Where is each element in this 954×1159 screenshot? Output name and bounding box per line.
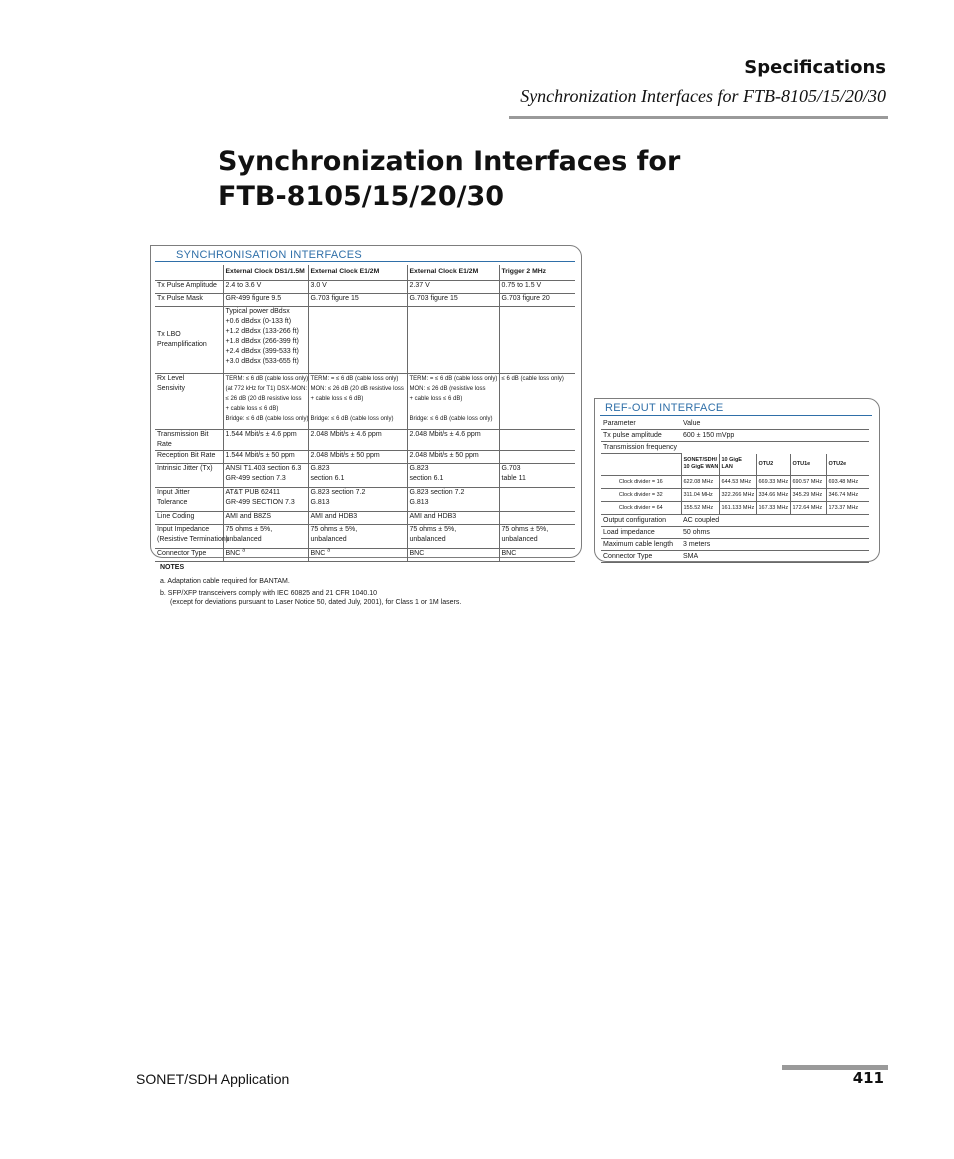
ref-out-title-underline — [600, 415, 872, 416]
row-label: Tx Pulse Mask — [155, 293, 223, 306]
table-cell — [499, 306, 575, 373]
table-cell — [499, 450, 575, 463]
col-header: OTU1e — [790, 454, 826, 476]
table-row — [155, 306, 575, 373]
cell-line: G.823 — [310, 464, 330, 472]
cell-line: TERM: = ≤ 6 dB (cable loss only) — [409, 375, 498, 382]
table-row — [155, 293, 575, 306]
table-cell: 334.66 MHz — [756, 489, 790, 502]
footnote-marker: a — [327, 547, 331, 554]
col-header: Trigger 2 MHz — [499, 265, 575, 280]
cell-line: 75 ohms ± 5%, — [409, 525, 457, 533]
col-header: OTU2e — [826, 454, 869, 476]
table-cell: 167.33 MHz — [756, 502, 790, 515]
col-header: OTU2 — [756, 454, 790, 476]
cell-line: +1.8 dBdsx (266-399 ft) — [225, 337, 299, 345]
row-label: Connector Type — [155, 548, 223, 561]
cell-line: unbalanced — [225, 535, 262, 543]
col-header — [155, 265, 223, 280]
table-cell: 161.133 MHz — [719, 502, 756, 515]
cell-text: BNC — [310, 549, 326, 557]
row-label-line: Tolerance — [157, 498, 188, 506]
table-cell — [407, 463, 499, 487]
cell-line: + cable loss ≤ 6 dB) — [409, 395, 463, 402]
page-title-line: FTB-8105/15/20/30 — [218, 181, 505, 212]
table-cell — [308, 373, 407, 429]
cell-line: GR-499 section 7.3 — [225, 474, 286, 482]
table-cell: AMI and HDB3 — [308, 511, 407, 524]
footnote-marker: a — [242, 547, 246, 554]
col-header-line: SONET/SDH/ — [683, 457, 718, 464]
col-header-line: 10 GigE WAN — [683, 464, 719, 471]
row-label: Reception Bit Rate — [155, 450, 223, 463]
table-cell — [223, 487, 308, 511]
cell-line: +0.6 dBdsx (0-133 ft) — [225, 317, 292, 325]
row-label — [155, 524, 229, 548]
sync-title-underline — [155, 261, 575, 262]
row-label: Maximum cable length — [601, 539, 681, 551]
cell-line: GR-499 SECTION 7.3 — [225, 498, 295, 506]
section-title: Specifications — [744, 57, 886, 78]
table-cell: G.703 figure 15 — [308, 293, 407, 306]
table-row — [601, 515, 869, 527]
row-label: Clock divider = 64 — [601, 502, 681, 515]
cell-line: G.823 section 7.2 — [409, 488, 465, 496]
ref-out-title: REF-OUT INTERFACE — [605, 402, 724, 414]
col-header — [681, 454, 719, 476]
cell-line — [311, 404, 405, 414]
table-cell — [499, 511, 575, 524]
row-label: Transmission Bit Rate — [155, 429, 223, 450]
table-cell: 690.57 MHz — [790, 476, 826, 489]
cell-text: BNC — [225, 549, 241, 557]
table-cell: G.703 figure 20 — [499, 293, 575, 306]
note-b-continuation: (except for deviations pursuant to Laser Notice 50, dated July, 2001), for Class 1 or 1M lasers. — [170, 599, 462, 606]
table-cell — [223, 548, 308, 561]
row-label-line: Rx Level — [157, 374, 185, 382]
table-cell: 172.64 MHz — [790, 502, 826, 515]
table-cell: AC coupled — [681, 515, 869, 527]
table-cell: 311.04 MHz — [681, 489, 719, 502]
table-row — [155, 524, 575, 548]
cell-line: 75 ohms ± 5%, — [501, 525, 549, 533]
cell-line: Bridge: ≤ 6 dB (cable loss only) — [409, 415, 493, 422]
table-row — [601, 502, 869, 515]
col-header: External Clock E1/2M — [308, 265, 407, 280]
table-cell — [308, 524, 407, 548]
table-row — [155, 511, 575, 524]
table-cell: 2.37 V — [407, 280, 499, 293]
table-cell: 50 ohms — [681, 527, 869, 539]
table-cell — [499, 463, 575, 487]
cell-line: G.703 — [501, 464, 521, 472]
table-row — [601, 454, 869, 476]
table-cell: 644.53 MHz — [719, 476, 756, 489]
row-label: Connector Type — [601, 551, 681, 563]
row-label: Tx pulse amplitude — [601, 430, 681, 442]
table-cell — [601, 454, 681, 476]
table-cell: 2.4 to 3.6 V — [223, 280, 308, 293]
table-cell — [499, 487, 575, 511]
notes-title: NOTES — [160, 564, 185, 571]
table-cell: 322.266 MHz — [719, 489, 756, 502]
notes-block — [160, 563, 461, 607]
table-row — [601, 551, 869, 563]
cell-line: TERM: ≤ 6 dB (cable loss only) — [225, 375, 309, 382]
table-cell — [308, 548, 407, 561]
cell-line: section 6.1 — [409, 474, 444, 482]
row-label-line: Tx LBO — [157, 330, 181, 338]
cell-line: +3.0 dBdsx (533-655 ft) — [225, 357, 299, 365]
sync-interfaces-title: SYNCHRONISATION INTERFACES — [176, 249, 363, 261]
cell-line: G.823 — [409, 464, 429, 472]
table-cell — [499, 524, 575, 548]
table-row — [155, 487, 575, 511]
cell-line — [410, 404, 497, 414]
cell-line: MON: ≤ 26 dB (resistive loss — [409, 385, 486, 392]
cell-line: TERM: = ≤ 6 dB (cable loss only) — [310, 375, 399, 382]
table-row — [601, 539, 869, 551]
table-row — [155, 463, 575, 487]
header-rule — [509, 116, 888, 119]
ref-out-table — [601, 418, 869, 563]
table-cell: 2.048 Mbit/s ± 4.6 ppm — [308, 429, 407, 450]
row-label — [155, 373, 223, 429]
table-cell — [407, 306, 499, 373]
table-cell: 669.33 MHz — [756, 476, 790, 489]
cell-line: G.813 — [409, 498, 429, 506]
table-cell: 2.048 Mbit/s ± 50 ppm — [407, 450, 499, 463]
table-cell: 1.544 Mbit/s ± 50 ppm — [223, 450, 308, 463]
col-header: External Clock DS1/1.5M — [223, 265, 308, 280]
cell-line: unbalanced — [409, 535, 446, 543]
table-cell: 345.29 MHz — [790, 489, 826, 502]
table-cell: BNC — [499, 548, 575, 561]
cell-line: unbalanced — [310, 535, 347, 543]
table-cell: G.703 figure 15 — [407, 293, 499, 306]
table-cell: 600 ± 150 mVpp — [681, 430, 869, 442]
table-row — [601, 418, 869, 430]
cell-line: ANSI T1.403 section 6.3 — [225, 464, 302, 472]
row-label-line: Preamplification — [157, 340, 207, 348]
table-cell: ≤ 6 dB (cable loss only) — [499, 373, 575, 429]
table-cell: GR-499 figure 9.5 — [223, 293, 308, 306]
cell-line: unbalanced — [501, 535, 538, 543]
cell-line: + cable loss ≤ 6 dB) — [310, 395, 364, 402]
row-label — [155, 306, 223, 373]
cell-line: Bridge: ≤ 6 dB (cable loss only) — [310, 415, 394, 422]
cell-line: section 6.1 — [310, 474, 345, 482]
table-cell — [407, 487, 499, 511]
cell-line: MON: ≤ 26 dB (20 dB resistive loss — [310, 385, 404, 392]
row-label: Intrinsic Jitter (Tx) — [155, 463, 223, 487]
section-subtitle: Synchronization Interfaces for FTB-8105/15/20/30 — [520, 86, 886, 106]
table-cell — [407, 524, 499, 548]
table-cell: AMI and HDB3 — [407, 511, 499, 524]
table-cell — [308, 306, 407, 373]
note-b: b. SFP/XFP transceivers comply with IEC 60825 and 21 CFR 1040.10 — [160, 590, 377, 597]
cell-line: AT&T PUB 62411 — [225, 488, 280, 496]
row-label — [155, 487, 223, 511]
row-label: Tx Pulse Amplitude — [155, 280, 223, 293]
table-row — [601, 442, 869, 454]
cell-line: Bridge: ≤ 6 dB (cable loss only) — [225, 415, 309, 422]
table-cell — [223, 463, 308, 487]
table-row — [601, 527, 869, 539]
table-row — [601, 430, 869, 442]
table-cell — [499, 429, 575, 450]
table-cell: 155.52 MHz — [681, 502, 719, 515]
row-label-line: (Resistive Termination) — [157, 535, 229, 543]
cell-line: G.823 section 7.2 — [310, 488, 366, 496]
cell-line: 75 ohms ± 5%, — [225, 525, 273, 533]
table-row — [155, 429, 575, 450]
table-cell — [308, 487, 407, 511]
table-row — [155, 280, 575, 293]
row-label: Transmission frequency — [601, 442, 869, 454]
cell-line: +2.4 dBdsx (399-533 ft) — [225, 347, 299, 355]
row-label: Parameter — [603, 420, 636, 427]
page-title — [218, 144, 818, 214]
table-row — [155, 373, 575, 429]
row-label: Load impedance — [601, 527, 681, 539]
cell-line: G.813 — [310, 498, 330, 506]
col-header: 10 GigE LAN — [719, 454, 756, 476]
table-cell: 3.0 V — [308, 280, 407, 293]
footer-application: SONET/SDH Application — [136, 1071, 290, 1087]
cell-line: + cable loss ≤ 6 dB) — [225, 405, 279, 412]
table-cell: BNC — [407, 548, 499, 561]
table-row — [155, 450, 575, 463]
page-title-line: Synchronization Interfaces for — [218, 146, 681, 177]
cell-line: ≤ 26 dB (20 dB resistive loss — [225, 395, 302, 402]
note-a: a. Adaptation cable required for BANTAM. — [160, 578, 290, 585]
cell-line: (at 772 kHz for T1) DSX-MON: — [225, 385, 308, 392]
table-row — [155, 548, 575, 561]
row-label: Line Coding — [155, 511, 223, 524]
table-cell: Value — [683, 420, 701, 427]
table-cell: SMA — [681, 551, 869, 563]
table-cell: 173.37 MHz — [826, 502, 869, 515]
cell-line: 75 ohms ± 5%, — [310, 525, 358, 533]
row-label: Output configuration — [601, 515, 681, 527]
table-row — [601, 489, 869, 502]
row-label-line: Input Impedance — [157, 525, 210, 533]
cell-line: +1.2 dBdsx (133-266 ft) — [225, 327, 299, 335]
table-cell: 1.544 Mbit/s ± 4.6 ppm — [223, 429, 308, 450]
row-label-line: Sensivity — [157, 384, 186, 392]
table-cell: 0.75 to 1.5 V — [499, 280, 575, 293]
table-cell — [223, 524, 308, 548]
row-label-line: Input Jitter — [157, 488, 190, 496]
cell-line: table 11 — [501, 474, 526, 482]
table-cell — [223, 373, 308, 429]
sync-interfaces-table — [155, 265, 575, 562]
table-cell: 2.048 Mbit/s ± 4.6 ppm — [407, 429, 499, 450]
row-label: Clock divider = 32 — [601, 489, 681, 502]
row-label: Clock divider = 16 — [601, 476, 681, 489]
table-cell: 622.08 MHz — [681, 476, 719, 489]
table-cell — [407, 373, 499, 429]
cell-line: Typical power dBdsx — [225, 307, 290, 315]
table-cell: 693.48 MHz — [826, 476, 869, 489]
table-cell: AMI and B8ZS — [223, 511, 308, 524]
table-cell: 3 meters — [681, 539, 869, 551]
page-number: 411 — [852, 1069, 884, 1087]
table-cell — [308, 463, 407, 487]
table-cell: 346.74 MHz — [826, 489, 869, 502]
table-cell: 2.048 Mbit/s ± 50 ppm — [308, 450, 407, 463]
table-row — [601, 476, 869, 489]
col-header: External Clock E1/2M — [407, 265, 499, 280]
table-cell — [223, 306, 308, 373]
